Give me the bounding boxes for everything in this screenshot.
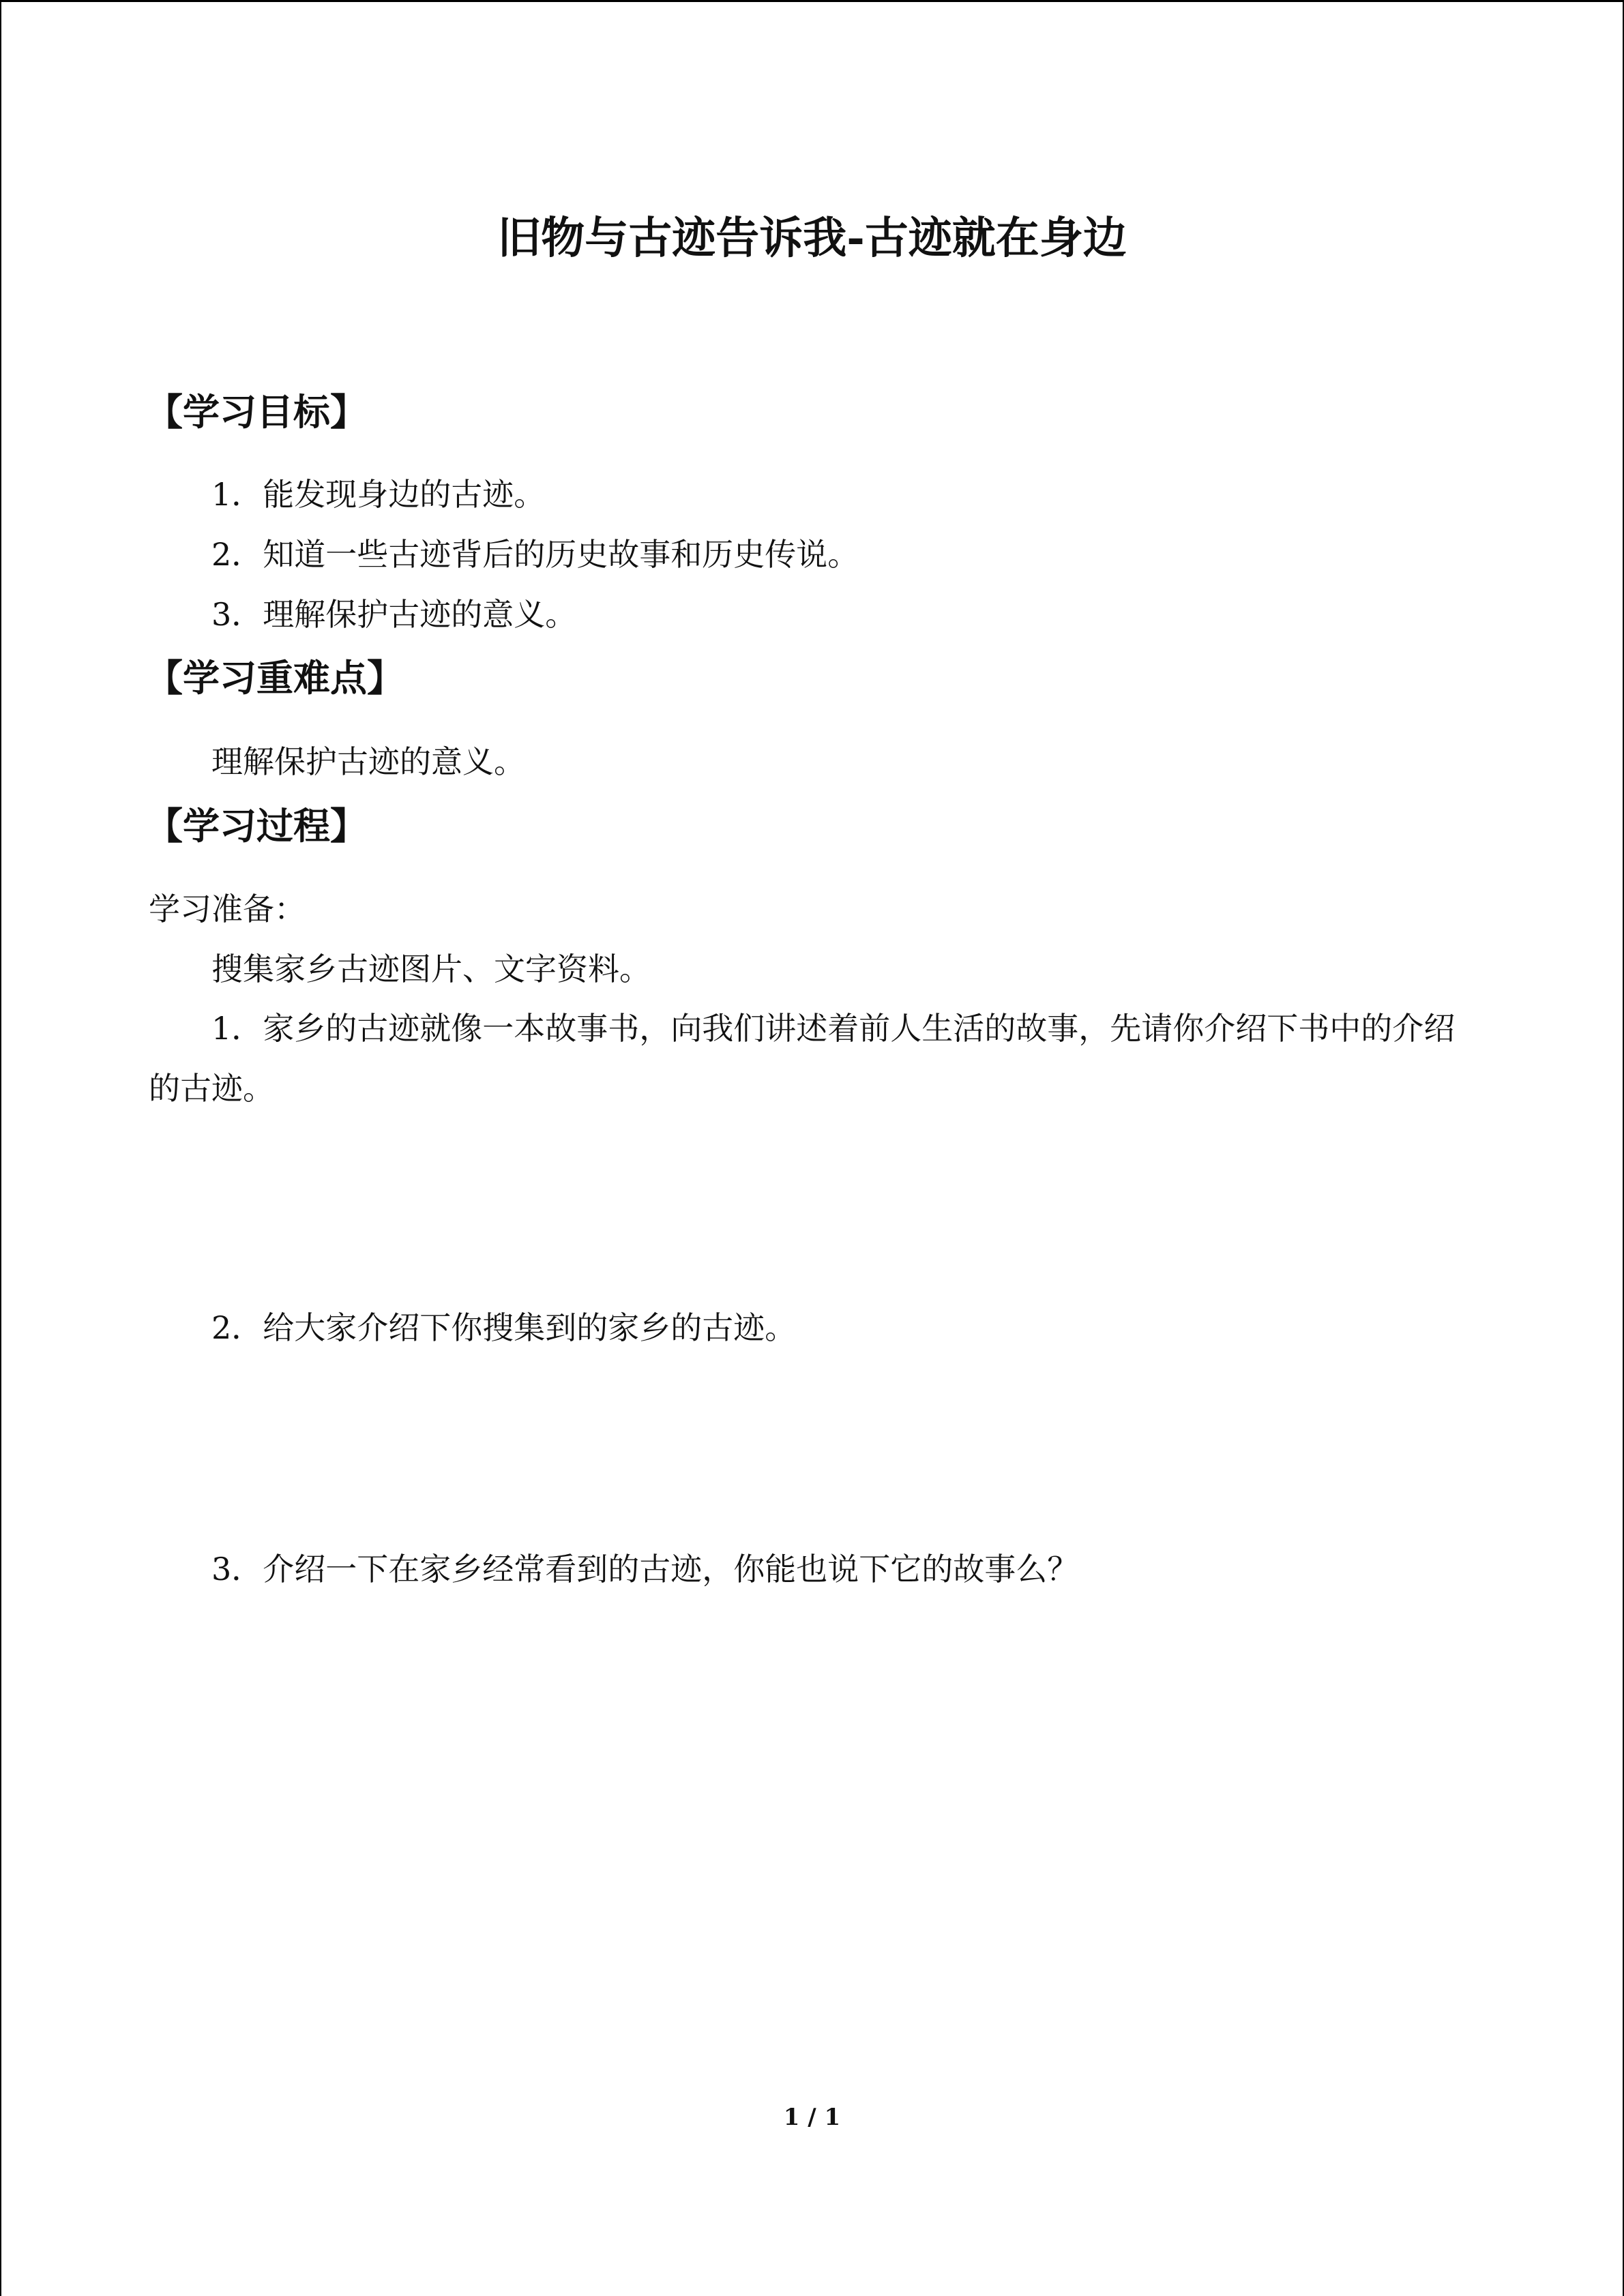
objective-item-1: 1．能发现身边的古迹。 xyxy=(211,476,546,513)
objective-item-3: 3．理解保护古迹的意义。 xyxy=(211,596,577,633)
key-points-heading: 【学习重难点】 xyxy=(146,657,404,700)
prep-text: 搜集家乡古迹图片、文字资料。 xyxy=(211,951,651,987)
process-heading: 【学习过程】 xyxy=(146,805,367,848)
question-2: 2．给大家介绍下你搜集到的家乡的古迹。 xyxy=(211,1309,797,1346)
question-1: 1．家乡的古迹就像一本故事书，向我们讲述着前人生活的故事，先请你介绍下书中的介绍的古迹。 xyxy=(149,1010,1456,1107)
question-3: 3．介绍一下在家乡经常看到的古迹，你能也说下它的故事么？ xyxy=(211,1551,1079,1587)
page-title: 旧物与古迹告诉我-古迹就在身边 xyxy=(497,213,1127,264)
prep-label: 学习准备： xyxy=(149,891,306,927)
page-number: 1 / 1 xyxy=(783,2104,841,2131)
objectives-heading: 【学习目标】 xyxy=(146,391,367,434)
objective-item-2: 2．知道一些古迹背后的历史故事和历史传说。 xyxy=(211,536,859,573)
key-points-text: 理解保护古迹的意义。 xyxy=(211,743,525,780)
